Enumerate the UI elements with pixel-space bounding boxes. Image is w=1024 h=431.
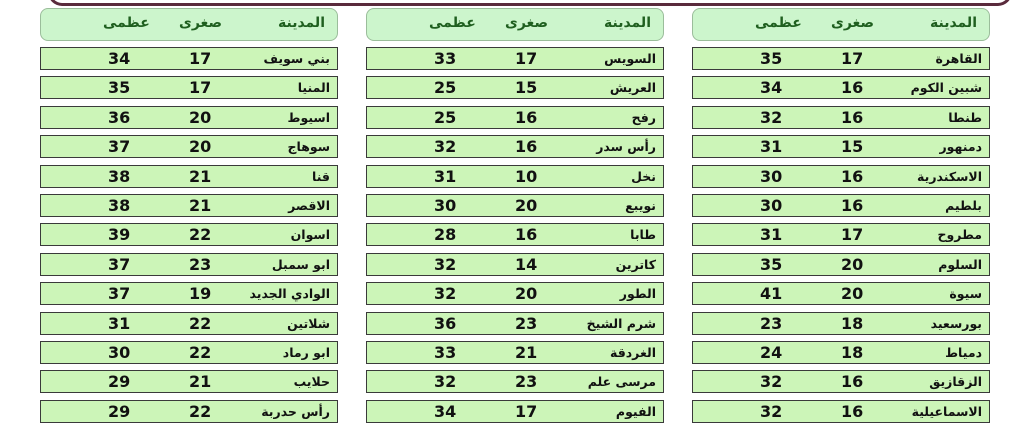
- header-max: عظمى: [429, 15, 476, 31]
- city-cell: الاسماعيلية: [911, 403, 982, 419]
- table-row: [40, 47, 338, 70]
- table-row: [40, 341, 338, 364]
- city-cell: دمياط: [945, 344, 982, 360]
- city-cell: شبين الكوم: [910, 80, 982, 96]
- min-temp-cell: 16: [841, 372, 864, 392]
- panel-header: [692, 8, 990, 41]
- min-temp-cell: 21: [515, 342, 538, 362]
- table-row: [40, 400, 338, 423]
- table-row: [40, 253, 338, 276]
- table-row: [366, 223, 664, 246]
- min-temp-cell: 22: [189, 342, 212, 362]
- table-row: [366, 47, 664, 70]
- table-row: [692, 76, 990, 99]
- max-temp-cell: 31: [108, 313, 131, 333]
- table-row: [366, 282, 664, 305]
- min-temp-cell: 16: [515, 107, 538, 127]
- max-temp-cell: 35: [108, 78, 131, 98]
- table-row: [40, 282, 338, 305]
- min-temp-cell: 23: [515, 313, 538, 333]
- city-cell: الفيوم: [615, 403, 656, 419]
- panel-right: [692, 8, 990, 429]
- min-temp-cell: 16: [841, 78, 864, 98]
- max-temp-cell: 31: [760, 225, 783, 245]
- min-temp-cell: 21: [189, 195, 212, 215]
- max-temp-cell: 31: [760, 137, 783, 157]
- table-row: [40, 370, 338, 393]
- max-temp-cell: 30: [760, 195, 783, 215]
- header-city: المدينة: [278, 15, 325, 31]
- city-cell: رأس سدر: [596, 139, 656, 155]
- table-row: [40, 76, 338, 99]
- max-temp-cell: 34: [108, 49, 131, 68]
- max-temp-cell: 29: [108, 401, 131, 421]
- min-temp-cell: 18: [841, 313, 864, 333]
- header-max: عظمى: [103, 15, 150, 31]
- min-temp-cell: 17: [841, 49, 864, 68]
- min-temp-cell: 18: [841, 342, 864, 362]
- city-cell: كاترين: [615, 256, 656, 272]
- max-temp-cell: 32: [760, 372, 783, 392]
- rows: [692, 47, 990, 423]
- table-row: [366, 370, 664, 393]
- city-cell: مطروح: [937, 227, 982, 243]
- min-temp-cell: 20: [841, 254, 864, 274]
- max-temp-cell: 32: [434, 254, 457, 274]
- city-cell: السويس: [604, 51, 656, 66]
- max-temp-cell: 32: [760, 401, 783, 421]
- table-row: [366, 400, 664, 423]
- city-cell: حلايب: [293, 374, 330, 390]
- min-temp-cell: 21: [189, 372, 212, 392]
- max-temp-cell: 37: [108, 137, 131, 157]
- max-temp-cell: 33: [434, 49, 457, 68]
- city-cell: القاهرة: [935, 51, 982, 66]
- table-row: [692, 223, 990, 246]
- table-row: [692, 312, 990, 335]
- header-min: صغرى: [505, 15, 548, 31]
- max-temp-cell: 36: [108, 107, 131, 127]
- min-temp-cell: 17: [515, 401, 538, 421]
- panel-middle: [366, 8, 664, 429]
- min-temp-cell: 19: [189, 284, 212, 304]
- min-temp-cell: 16: [841, 195, 864, 215]
- city-cell: سيوة: [949, 286, 982, 302]
- city-cell: الغردقة: [610, 344, 656, 360]
- max-temp-cell: 39: [108, 225, 131, 245]
- min-temp-cell: 16: [841, 401, 864, 421]
- max-temp-cell: 28: [434, 225, 457, 245]
- table-row: [366, 165, 664, 188]
- header-max: عظمى: [755, 15, 802, 31]
- max-temp-cell: 32: [760, 107, 783, 127]
- min-temp-cell: 17: [189, 78, 212, 98]
- table-row: [692, 282, 990, 305]
- min-temp-cell: 23: [515, 372, 538, 392]
- min-temp-cell: 22: [189, 401, 212, 421]
- table-row: [366, 194, 664, 217]
- table-row: [40, 194, 338, 217]
- table-row: [692, 135, 990, 158]
- min-temp-cell: 14: [515, 254, 538, 274]
- max-temp-cell: 33: [434, 342, 457, 362]
- max-temp-cell: 34: [760, 78, 783, 98]
- min-temp-cell: 23: [189, 254, 212, 274]
- min-temp-cell: 20: [189, 107, 212, 127]
- max-temp-cell: 35: [760, 254, 783, 274]
- min-temp-cell: 17: [189, 49, 212, 68]
- table-row: [40, 135, 338, 158]
- min-temp-cell: 16: [515, 225, 538, 245]
- max-temp-cell: 41: [760, 284, 783, 304]
- table-row: [692, 400, 990, 423]
- max-temp-cell: 25: [434, 78, 457, 98]
- table-row: [366, 341, 664, 364]
- max-temp-cell: 30: [760, 166, 783, 186]
- min-temp-cell: 22: [189, 313, 212, 333]
- max-temp-cell: 37: [108, 254, 131, 274]
- max-temp-cell: 29: [108, 372, 131, 392]
- table-row: [366, 312, 664, 335]
- min-temp-cell: 22: [189, 225, 212, 245]
- city-cell: بورسعيد: [930, 315, 982, 331]
- max-temp-cell: 30: [434, 195, 457, 215]
- max-temp-cell: 34: [434, 401, 457, 421]
- table-row: [692, 194, 990, 217]
- city-cell: الوادي الجديد: [249, 286, 330, 302]
- max-temp-cell: 37: [108, 284, 131, 304]
- city-cell: ابو سمبل: [271, 256, 330, 272]
- panel-header: [40, 8, 338, 41]
- max-temp-cell: 30: [108, 342, 131, 362]
- city-cell: السلوم: [938, 256, 982, 272]
- city-cell: دمنهور: [939, 139, 982, 155]
- city-cell: رفح: [631, 109, 656, 125]
- table-row: [692, 341, 990, 364]
- table-row: [366, 76, 664, 99]
- min-temp-cell: 21: [189, 166, 212, 186]
- header-min: صغرى: [179, 15, 222, 31]
- table-row: [40, 312, 338, 335]
- header-min: صغرى: [831, 15, 874, 31]
- min-temp-cell: 20: [515, 195, 538, 215]
- max-temp-cell: 38: [108, 166, 131, 186]
- max-temp-cell: 32: [434, 137, 457, 157]
- city-cell: ابو رماد: [282, 344, 330, 360]
- min-temp-cell: 16: [841, 107, 864, 127]
- city-cell: نويبع: [625, 197, 656, 213]
- table-row: [692, 165, 990, 188]
- top-frame: [48, 0, 1012, 6]
- max-temp-cell: 38: [108, 195, 131, 215]
- city-cell: طنطا: [948, 109, 982, 125]
- panel-header: [366, 8, 664, 41]
- city-cell: رأس حدربة: [261, 403, 330, 419]
- min-temp-cell: 16: [515, 137, 538, 157]
- city-cell: نخل: [631, 168, 656, 184]
- panel-left: [40, 8, 338, 429]
- city-cell: قنا: [312, 168, 330, 184]
- table-row: [366, 135, 664, 158]
- city-cell: الطور: [619, 286, 656, 302]
- city-cell: شرم الشيخ: [586, 315, 656, 331]
- max-temp-cell: 32: [434, 284, 457, 304]
- table-row: [40, 223, 338, 246]
- city-cell: الاسكندرية: [917, 168, 982, 184]
- header-city: المدينة: [604, 15, 651, 31]
- city-cell: الزقازيق: [929, 374, 982, 390]
- min-temp-cell: 16: [841, 166, 864, 186]
- table-row: [40, 165, 338, 188]
- header-city: المدينة: [930, 15, 977, 31]
- max-temp-cell: 23: [760, 313, 783, 333]
- table-row: [692, 106, 990, 129]
- city-cell: طابا: [630, 227, 656, 243]
- city-cell: العريش: [609, 80, 656, 96]
- min-temp-cell: 17: [841, 225, 864, 245]
- min-temp-cell: 10: [515, 166, 538, 186]
- min-temp-cell: 20: [841, 284, 864, 304]
- city-cell: الاقصر: [288, 197, 330, 213]
- max-temp-cell: 31: [434, 166, 457, 186]
- table-row: [40, 106, 338, 129]
- city-cell: سوهاج: [287, 139, 330, 155]
- max-temp-cell: 25: [434, 107, 457, 127]
- table-row: [366, 253, 664, 276]
- rows: [366, 47, 664, 423]
- table-row: [692, 47, 990, 70]
- table-row: [366, 106, 664, 129]
- city-cell: بلطيم: [945, 197, 982, 213]
- city-cell: المنيا: [297, 80, 330, 96]
- city-cell: مرسى علم: [587, 374, 656, 390]
- max-temp-cell: 32: [434, 372, 457, 392]
- city-cell: بني سويف: [263, 51, 330, 66]
- city-cell: شلاتين: [287, 315, 330, 331]
- city-cell: اسيوط: [287, 109, 330, 125]
- min-temp-cell: 20: [189, 137, 212, 157]
- rows: [40, 47, 338, 423]
- max-temp-cell: 24: [760, 342, 783, 362]
- min-temp-cell: 15: [515, 78, 538, 98]
- table-row: [692, 370, 990, 393]
- max-temp-cell: 36: [434, 313, 457, 333]
- min-temp-cell: 17: [515, 49, 538, 68]
- min-temp-cell: 15: [841, 137, 864, 157]
- min-temp-cell: 20: [515, 284, 538, 304]
- city-cell: اسوان: [290, 227, 330, 243]
- max-temp-cell: 35: [760, 49, 783, 68]
- table-row: [692, 253, 990, 276]
